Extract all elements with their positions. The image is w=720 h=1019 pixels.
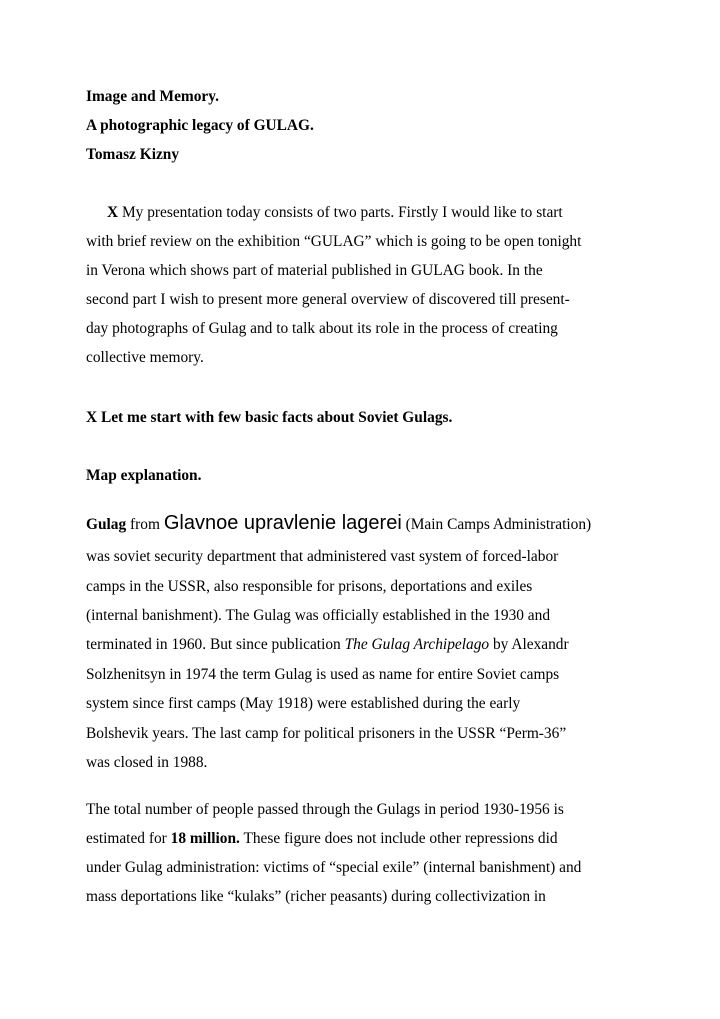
gulag-line-4: (internal banishment). The Gulag was officially established in the 1930 and xyxy=(86,607,551,624)
document-subtitle: A photographic legacy of GULAG. xyxy=(86,117,314,134)
intro-line-4: second part I wish to present more general overview of discovered till present- xyxy=(86,291,570,308)
gulag-line-3: camps in the USSR, also responsible for prisons, deportations and exiles xyxy=(86,578,533,595)
gulag-definition-line: Gulag from Glavnoe upravlenie lagerei (Main Camps Administration) xyxy=(86,512,592,534)
gulag-line-6: Solzhenitsyn in 1974 the term Gulag is used as name for entire Soviet camps xyxy=(86,666,560,683)
numbers-line-2: estimated for 18 million. These figure does not include other repressions did xyxy=(86,830,558,847)
statement-heading: X Let me start with few basic facts about Soviet Gulags. xyxy=(86,409,453,426)
gulag-line-9: was closed in 1988. xyxy=(86,754,208,771)
gulag-expansion: Glavnoe upravlenie lagerei xyxy=(163,512,402,534)
gulag-line-5: terminated in 1960. But since publication The Gulag Archipelago by Alexandr xyxy=(86,636,569,653)
intro-line-6: collective memory. xyxy=(86,349,204,366)
gulag-line-2: was soviet security department that administered vast system of forced-labor xyxy=(86,548,559,565)
map-explanation-heading: Map explanation. xyxy=(86,467,202,484)
numbers-line-3: under Gulag administration: victims of “special exile” (internal banishment) and xyxy=(86,859,582,876)
intro-marker: X xyxy=(107,204,119,221)
numbers-line-4: mass deportations like “kulaks” (richer peasants) during collectivization in xyxy=(86,888,546,905)
intro-line-5: day photographs of Gulag and to talk about its role in the process of creating xyxy=(86,320,558,337)
gulag-line-7: system since first camps (May 1918) were established during the early xyxy=(86,695,521,712)
gulag-term: Gulag xyxy=(86,516,127,533)
document-author: Tomasz Kizny xyxy=(86,146,180,163)
intro-line-2: with brief review on the exhibition “GULAG” which is going to be open tonight xyxy=(86,233,582,250)
numbers-line-1: The total number of people passed through the Gulags in period 1930-1956 is xyxy=(86,801,564,818)
book-title: The Gulag Archipelago xyxy=(344,636,490,653)
intro-line-1: X My presentation today consists of two parts. Firstly I would like to start xyxy=(107,204,563,221)
document-title: Image and Memory. xyxy=(86,88,219,105)
total-number-highlight: 18 million. xyxy=(170,830,240,847)
gulag-line-8: Bolshevik years. The last camp for political prisoners in the USSR “Perm-36” xyxy=(86,725,567,742)
intro-line-3: in Verona which shows part of material published in GULAG book. In the xyxy=(86,262,543,279)
